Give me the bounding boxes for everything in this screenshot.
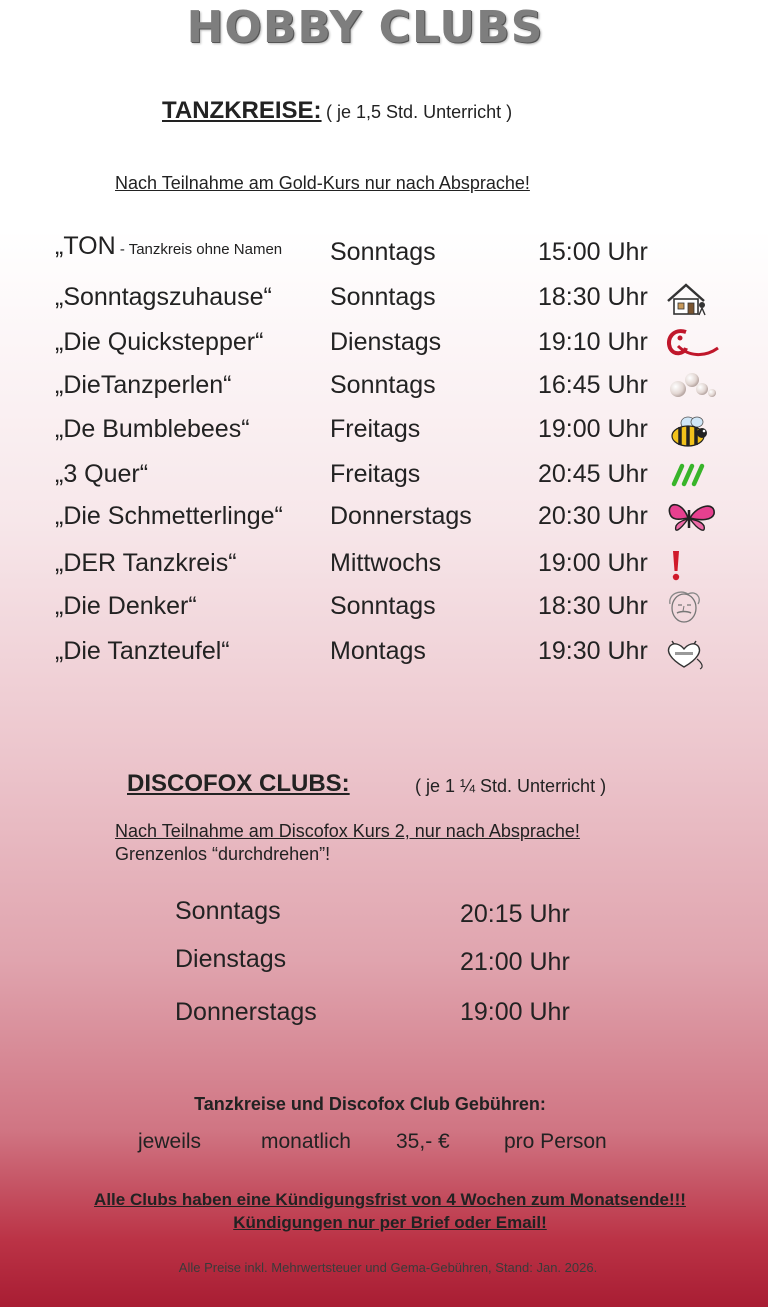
club-name: „Die Tanzteufel“ [55, 637, 230, 665]
club-time: 19:00 Uhr [460, 998, 570, 1026]
schedule-row-quickstepper [0, 328, 768, 368]
club-name: „TON - Tanzkreis ohne Namen [55, 232, 283, 260]
club-day: Sonntags [330, 371, 436, 399]
bee-icon [664, 413, 720, 449]
schedule-row-tanzteufel [0, 637, 768, 677]
club-name: „DER Tanzkreis“ [55, 549, 237, 577]
club-day: Donnerstags [330, 502, 472, 530]
tanzkreise-heading: TANZKREISE: [162, 97, 322, 124]
club-time: 18:30 Uhr [538, 592, 648, 620]
cancellation-method: Kündigungen nur per Brief oder Email! [233, 1213, 547, 1232]
club-time: 15:00 Uhr [538, 238, 648, 266]
club-time: 19:00 Uhr [538, 549, 648, 577]
club-time: 20:15 Uhr [460, 900, 570, 928]
club-time: 19:00 Uhr [538, 415, 648, 443]
schedule-row-bumblebees [0, 415, 768, 455]
club-day: Freitags [330, 460, 421, 488]
club-day: Dienstags [175, 945, 287, 973]
club-time: 16:45 Uhr [538, 371, 648, 399]
club-day: Freitags [330, 415, 421, 443]
club-name: „Die Denker“ [55, 592, 197, 620]
club-time: 19:30 Uhr [538, 637, 648, 665]
club-time: 19:10 Uhr [538, 328, 648, 356]
discofox-duration-note: ( je 1 ¼ Std. Unterricht ) [415, 776, 607, 796]
club-time: 21:00 Uhr [460, 948, 570, 976]
schedule-row-schmetterlinge [0, 502, 768, 542]
club-day: Sonntags [175, 897, 281, 925]
fee-per-person: pro Person [504, 1130, 607, 1153]
three-slashes-icon [664, 458, 720, 494]
page-title: HOBBY CLUBS [186, 2, 544, 53]
tanzkreise-condition: Nach Teilnahme am Gold-Kurs nur nach Absprache! [115, 173, 530, 193]
club-name: „Sonntagszuhause“ [55, 283, 272, 311]
price-footnote: Alle Preise inkl. Mehrwertsteuer und Gema-Gebühren, Stand: Jan. 2026. [178, 1260, 598, 1275]
club-name: „DieTanzperlen“ [55, 371, 232, 399]
butterfly-icon [664, 500, 720, 536]
club-subtitle: - Tanzkreis ohne Namen [115, 241, 283, 258]
fee-price: 35,- € [396, 1130, 450, 1153]
fee-period: monatlich [261, 1130, 351, 1153]
schedule-row-der-tanzkreis [0, 549, 768, 589]
exclamation-icon [664, 547, 720, 583]
club-name: „De Bumblebees“ [55, 415, 250, 443]
club-day: Sonntags [330, 592, 436, 620]
tanzkreise-header [162, 97, 512, 125]
house-icon [664, 281, 720, 317]
devil-heart-icon [664, 635, 720, 671]
club-day: Sonntags [330, 238, 436, 266]
discofox-tagline: Grenzenlos “durchdrehen”! [115, 844, 331, 864]
pearls-icon [664, 369, 720, 405]
club-name: „3 Quer“ [55, 460, 149, 488]
fee-each: jeweils [138, 1130, 202, 1153]
club-time: 18:30 Uhr [538, 283, 648, 311]
club-day: Dienstags [330, 328, 442, 356]
swoosh-q-icon [664, 326, 720, 362]
discofox-condition: Nach Teilnahme am Discofox Kurs 2, nur nach Absprache! [115, 821, 580, 841]
schedule-row-denker [0, 592, 768, 632]
schedule-row-3-quer [0, 460, 768, 500]
thinker-face-icon [664, 590, 720, 626]
club-name: „Die Schmetterlinge“ [55, 502, 283, 530]
cancellation-notice: Alle Clubs haben eine Kündigungsfrist von 4 Wochen zum Monatsende!!! [94, 1190, 686, 1209]
schedule-row-sonntagszuhause [0, 283, 768, 323]
club-time: 20:30 Uhr [538, 502, 648, 530]
club-name: „Die Quickstepper“ [55, 328, 264, 356]
club-day: Mittwochs [330, 549, 442, 577]
tanzkreise-duration-note: ( je 1,5 Std. Unterricht ) [326, 102, 513, 122]
club-day: Montags [330, 637, 426, 665]
schedule-row-tanzperlen [0, 371, 768, 411]
club-time: 20:45 Uhr [538, 460, 648, 488]
club-day: Donnerstags [175, 998, 317, 1026]
schedule-row-ton [0, 232, 768, 272]
club-day: Sonntags [330, 283, 436, 311]
discofox-header [127, 770, 350, 798]
fees-title: Tanzkreise und Discofox Club Gebühren: [194, 1094, 546, 1114]
discofox-heading: DISCOFOX CLUBS: [127, 770, 350, 797]
